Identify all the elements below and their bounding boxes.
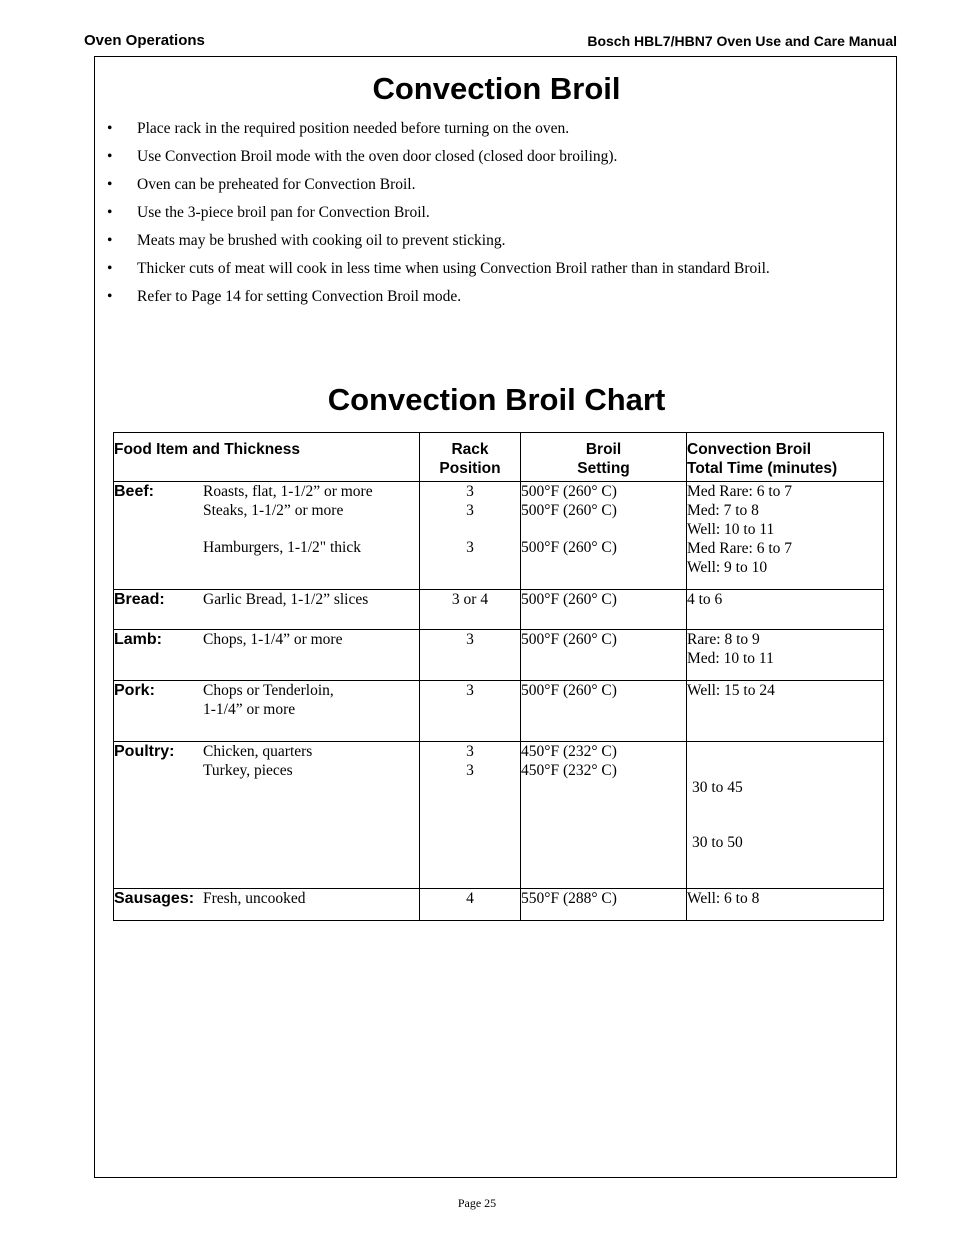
time-cell: 4 to 6 <box>687 590 884 630</box>
food-item: Garlic Bread, 1-1/2” slices <box>203 591 369 608</box>
food-cell <box>114 482 420 590</box>
bullet-icon: • <box>107 176 113 193</box>
food-cell <box>114 630 420 681</box>
table-row-bread <box>114 590 884 630</box>
time-cell: Med Rare: 6 to 7 Med: 7 to 8 Well: 10 to 11 Med Rare: 6 to 7 Well: 9 to 10 <box>687 482 884 590</box>
table-row-lamb <box>114 630 884 681</box>
instruction-text: Place rack in the required position needed before turning on the oven. <box>137 120 570 137</box>
section-title: Convection Broil <box>372 71 621 106</box>
time-cell: Well: 15 to 24 <box>687 681 884 742</box>
category-label: Pork: <box>114 682 155 699</box>
instruction-text: Thicker cuts of meat will cook in less time when using Convection Broil rather than in standard Broil. <box>137 260 770 277</box>
food-item: Turkey, pieces <box>203 762 293 779</box>
instruction-list <box>107 117 770 311</box>
food-cell <box>114 681 420 742</box>
time-cell: 30 to 45 30 to 50 <box>687 742 884 889</box>
rack-cell: 4 <box>420 889 521 921</box>
broil-cell: 500°F (260° C) <box>521 630 687 681</box>
instruction-item <box>107 201 770 229</box>
instruction-item <box>107 285 770 311</box>
rack-cell: 3 or 4 <box>420 590 521 630</box>
page-number: Page 25 <box>457 1196 497 1210</box>
page-frame <box>94 56 897 1178</box>
instruction-text: Oven can be preheated for Convection Broil. <box>137 176 416 193</box>
instruction-item <box>107 145 770 173</box>
header-total-time: Convection Broil Total Time (minutes) <box>687 433 884 482</box>
food-item: Chops, 1-1/4” or more <box>203 631 343 648</box>
broil-cell: 500°F (260° C) 500°F (260° C) 500°F (260° C) <box>521 482 687 590</box>
food-item: 1-1/4” or more <box>203 701 296 718</box>
convection-broil-table <box>113 432 884 921</box>
broil-cell: 500°F (260° C) <box>521 590 687 630</box>
food-item: Steaks, 1-1/2” or more <box>203 502 344 519</box>
category-label: Sausages: <box>114 890 195 907</box>
broil-cell: 550°F (288° C) <box>521 889 687 921</box>
rack-cell: 3 <box>420 681 521 742</box>
instruction-text: Use the 3-piece broil pan for Convection Broil. <box>137 204 430 221</box>
category-label: Lamb: <box>114 631 162 648</box>
food-cell <box>114 742 420 889</box>
header-section-label: Oven Operations <box>84 32 205 49</box>
table-row-pork <box>114 681 884 742</box>
broil-cell: 450°F (232° C) 450°F (232° C) <box>521 742 687 889</box>
instruction-item <box>107 257 770 285</box>
instruction-text: Refer to Page 14 for setting Convection Broil mode. <box>137 288 462 305</box>
header-broil-setting: Broil Setting <box>521 433 687 482</box>
food-cell <box>114 889 420 921</box>
time-cell: Rare: 8 to 9 Med: 10 to 11 <box>687 630 884 681</box>
chart-title: Convection Broil Chart <box>327 382 666 417</box>
header-manual-title: Bosch HBL7/HBN7 Oven Use and Care Manual <box>587 33 897 49</box>
table-header-row <box>114 433 884 482</box>
bullet-icon: • <box>107 148 113 165</box>
header-food-item: Food Item and Thickness <box>114 433 420 482</box>
table-row-sausages <box>114 889 884 921</box>
instruction-item <box>107 173 770 201</box>
food-cell <box>114 590 420 630</box>
food-item: Roasts, flat, 1-1/2” or more <box>203 483 373 500</box>
rack-cell: 3 <box>420 630 521 681</box>
bullet-icon: • <box>107 204 113 221</box>
bullet-icon: • <box>107 288 113 305</box>
instruction-text: Use Convection Broil mode with the oven door closed (closed door broiling). <box>137 148 618 165</box>
food-item: Chops or Tenderloin, <box>203 682 334 699</box>
food-item: Chicken, quarters <box>203 743 313 760</box>
time-cell: Well: 6 to 8 <box>687 889 884 921</box>
category-label: Poultry: <box>114 743 175 760</box>
bullet-icon: • <box>107 260 113 277</box>
food-item: Hamburgers, 1-1/2" thick <box>203 539 361 556</box>
food-item: Fresh, uncooked <box>203 890 306 907</box>
instruction-text: Meats may be brushed with cooking oil to prevent sticking. <box>137 232 506 249</box>
bullet-icon: • <box>107 120 113 137</box>
category-label: Bread: <box>114 591 165 608</box>
table-row-poultry <box>114 742 884 889</box>
instruction-item <box>107 117 770 145</box>
category-label: Beef: <box>114 483 155 500</box>
header-rack-position: Rack Position <box>420 433 521 482</box>
instruction-item <box>107 229 770 257</box>
rack-cell: 3 3 <box>420 742 521 889</box>
broil-cell: 500°F (260° C) <box>521 681 687 742</box>
bullet-icon: • <box>107 232 113 249</box>
table-row-beef <box>114 482 884 590</box>
rack-cell: 3 3 3 <box>420 482 521 590</box>
